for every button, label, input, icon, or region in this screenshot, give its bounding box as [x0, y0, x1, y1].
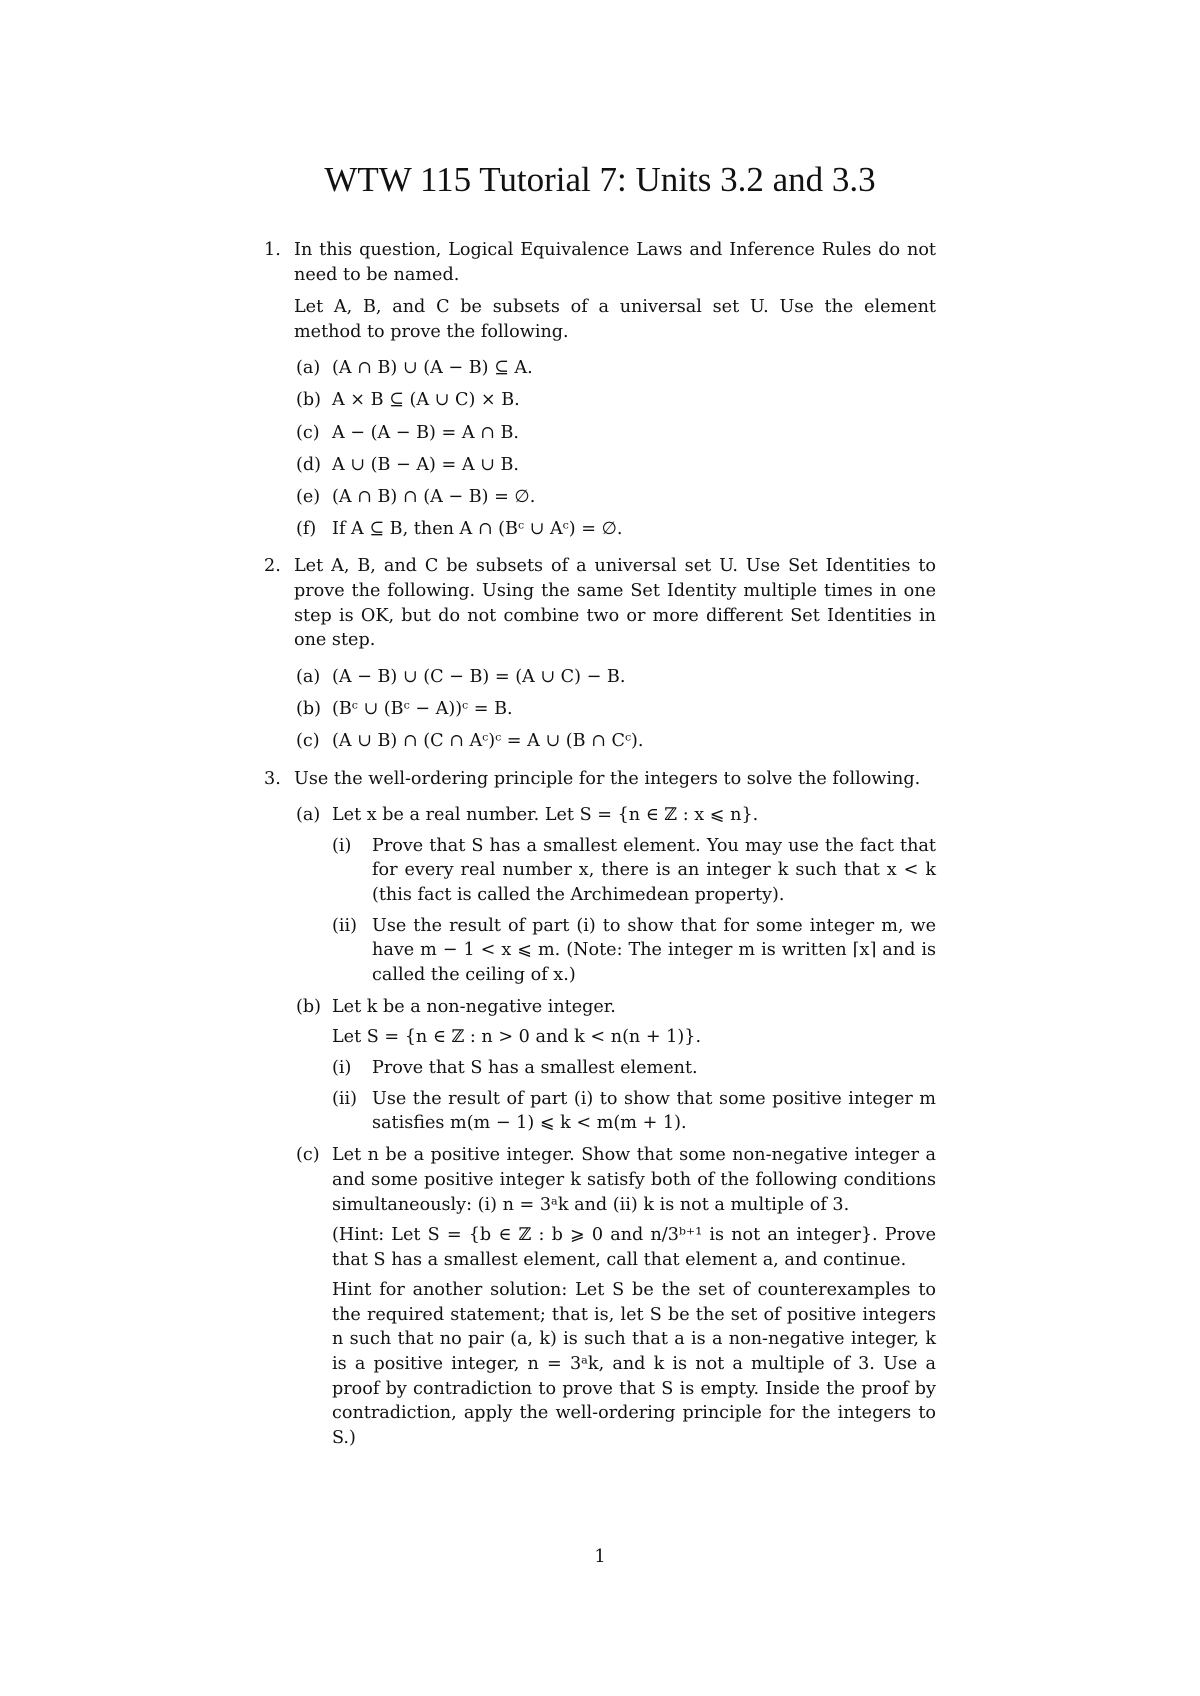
item-label: (d) — [296, 454, 321, 475]
item-text: (A ∩ B) ∪ (A − B) ⊆ A. — [332, 358, 533, 379]
item-label: (a) — [296, 358, 321, 379]
item-text: A ∪ (B − A) = A ∪ B. — [332, 454, 520, 475]
sub-item — [332, 914, 936, 988]
sub-item — [332, 1056, 936, 1081]
list-item — [294, 517, 936, 542]
item-label: (b) — [296, 390, 321, 411]
sub-item-text: Use the result of part (i) to show that for some integer m, we have m − 1 < x ⩽ m. (Note: The integer m is written ⌈x⌉ and is called the ceiling of x.) — [372, 915, 936, 985]
hint-paragraph: Hint for another solution: Let S be the set of counterexamples to the required statement; that is, let S be the set of positive integers n such that no pair (a, k) is such that a is a non-negative integer, k is a positive integer, n = 3ᵃk, and k is not a multiple of 3. Use a proof by contradiction to prove that S is empty. Inside the proof by contradiction, apply the well-ordering principle for the integers to S.) — [332, 1280, 936, 1448]
item-list — [294, 803, 936, 1450]
item-text: (A ∪ B) ∩ (C ∩ Aᶜ)ᶜ = A ∪ (B ∩ Cᶜ). — [332, 731, 644, 751]
item-text: A − (A − B) = A ∩ B. — [332, 422, 520, 443]
item-label: (b) — [296, 698, 321, 719]
question-paragraph: In this question, Logical Equivalence Laws and Inference Rules do not need to be named. — [294, 240, 936, 285]
item-text: A × B ⊆ (A ∪ C) × B. — [332, 390, 520, 411]
sub-item-label: (i) — [332, 835, 352, 856]
list-item — [294, 1143, 936, 1450]
question-number: 2. — [264, 556, 281, 577]
question-paragraph: Use the well-ordering principle for the integers to solve the following. — [294, 768, 921, 789]
item-label: (e) — [296, 486, 321, 507]
list-item — [294, 803, 936, 987]
sub-item-label: (i) — [332, 1058, 352, 1079]
question-number: 1. — [264, 240, 281, 260]
item-list — [294, 665, 936, 754]
list-item — [294, 665, 936, 690]
question-2 — [264, 554, 936, 753]
sub-item-label: (ii) — [332, 915, 357, 936]
item-text: (A ∩ B) ∩ (A − B) = ∅. — [332, 486, 536, 507]
item-label: (a) — [296, 666, 321, 687]
list-item — [294, 453, 936, 478]
list-item — [294, 697, 936, 722]
item-text: If A ⊆ B, then A ∩ (Bᶜ ∪ Aᶜ) = ∅. — [332, 518, 623, 539]
item-label: (c) — [296, 731, 320, 751]
question-paragraph: Let A, B, and C be subsets of a universal set U. Use Set Identities to prove the following. Using the same Set Identity multiple times in one step is OK, but do not combine two or more different Set Identities in one step. — [294, 556, 936, 651]
question-3 — [264, 767, 936, 1451]
item-text: (A − B) ∪ (C − B) = (A ∪ C) − B. — [332, 666, 626, 687]
hint-paragraph: (Hint: Let S = {b ∈ ℤ : b ⩾ 0 and n/3ᵇ⁺¹ is not an integer}. Prove that S has a smallest element, call that element a, and continue. — [332, 1225, 936, 1270]
item-text: (Bᶜ ∪ (Bᶜ − A))ᶜ = B. — [332, 698, 513, 719]
list-item — [294, 388, 936, 413]
item-label: (c) — [296, 1145, 320, 1166]
sub-item-text: Use the result of part (i) to show that some positive integer m satisfies m(m − 1) ⩽ k < m(m + 1). — [372, 1088, 936, 1134]
item-list — [294, 356, 936, 541]
list-item — [294, 729, 936, 754]
item-label: (f) — [296, 518, 317, 539]
item-text: Let x be a real number. Let S = {n ∈ ℤ : x ⩽ n}. — [332, 805, 759, 826]
sub-item-text: Prove that S has a smallest element. — [372, 1058, 698, 1079]
list-item — [294, 995, 936, 1136]
item-text: Let S = {n ∈ ℤ : n > 0 and k < n(n + 1)}. — [332, 1027, 702, 1048]
page-title: WTW 115 Tutorial 7: Units 3.2 and 3.3 — [324, 160, 876, 199]
sub-item-label: (ii) — [332, 1088, 357, 1109]
tutorial-content — [264, 238, 936, 1463]
sub-item — [332, 834, 936, 908]
page-number: 1 — [594, 1547, 606, 1567]
list-item — [294, 421, 936, 446]
list-item — [294, 485, 936, 510]
item-label: (a) — [296, 805, 321, 826]
sub-item — [332, 1087, 936, 1136]
item-paragraph: Let n be a positive integer. Show that some non-negative integer a and some positive integer k satisfy both of the following conditions simultaneously: (i) n = 3ᵃk and (ii) k is not a multiple of 3. — [332, 1145, 936, 1215]
question-paragraph: Let A, B, and C be subsets of a universal set U. Use the element method to prove the following. — [294, 297, 936, 342]
list-item — [294, 356, 936, 381]
item-label: (b) — [296, 996, 321, 1017]
question-number: 3. — [264, 768, 281, 789]
sub-item-text: Prove that S has a smallest element. You may use the fact that for every real number x, there is an integer k such that x < k (this fact is called the Archimedean property). — [372, 835, 936, 905]
item-label: (c) — [296, 422, 320, 443]
item-text: Let k be a non-negative integer. — [332, 996, 616, 1017]
question-1 — [264, 238, 936, 541]
